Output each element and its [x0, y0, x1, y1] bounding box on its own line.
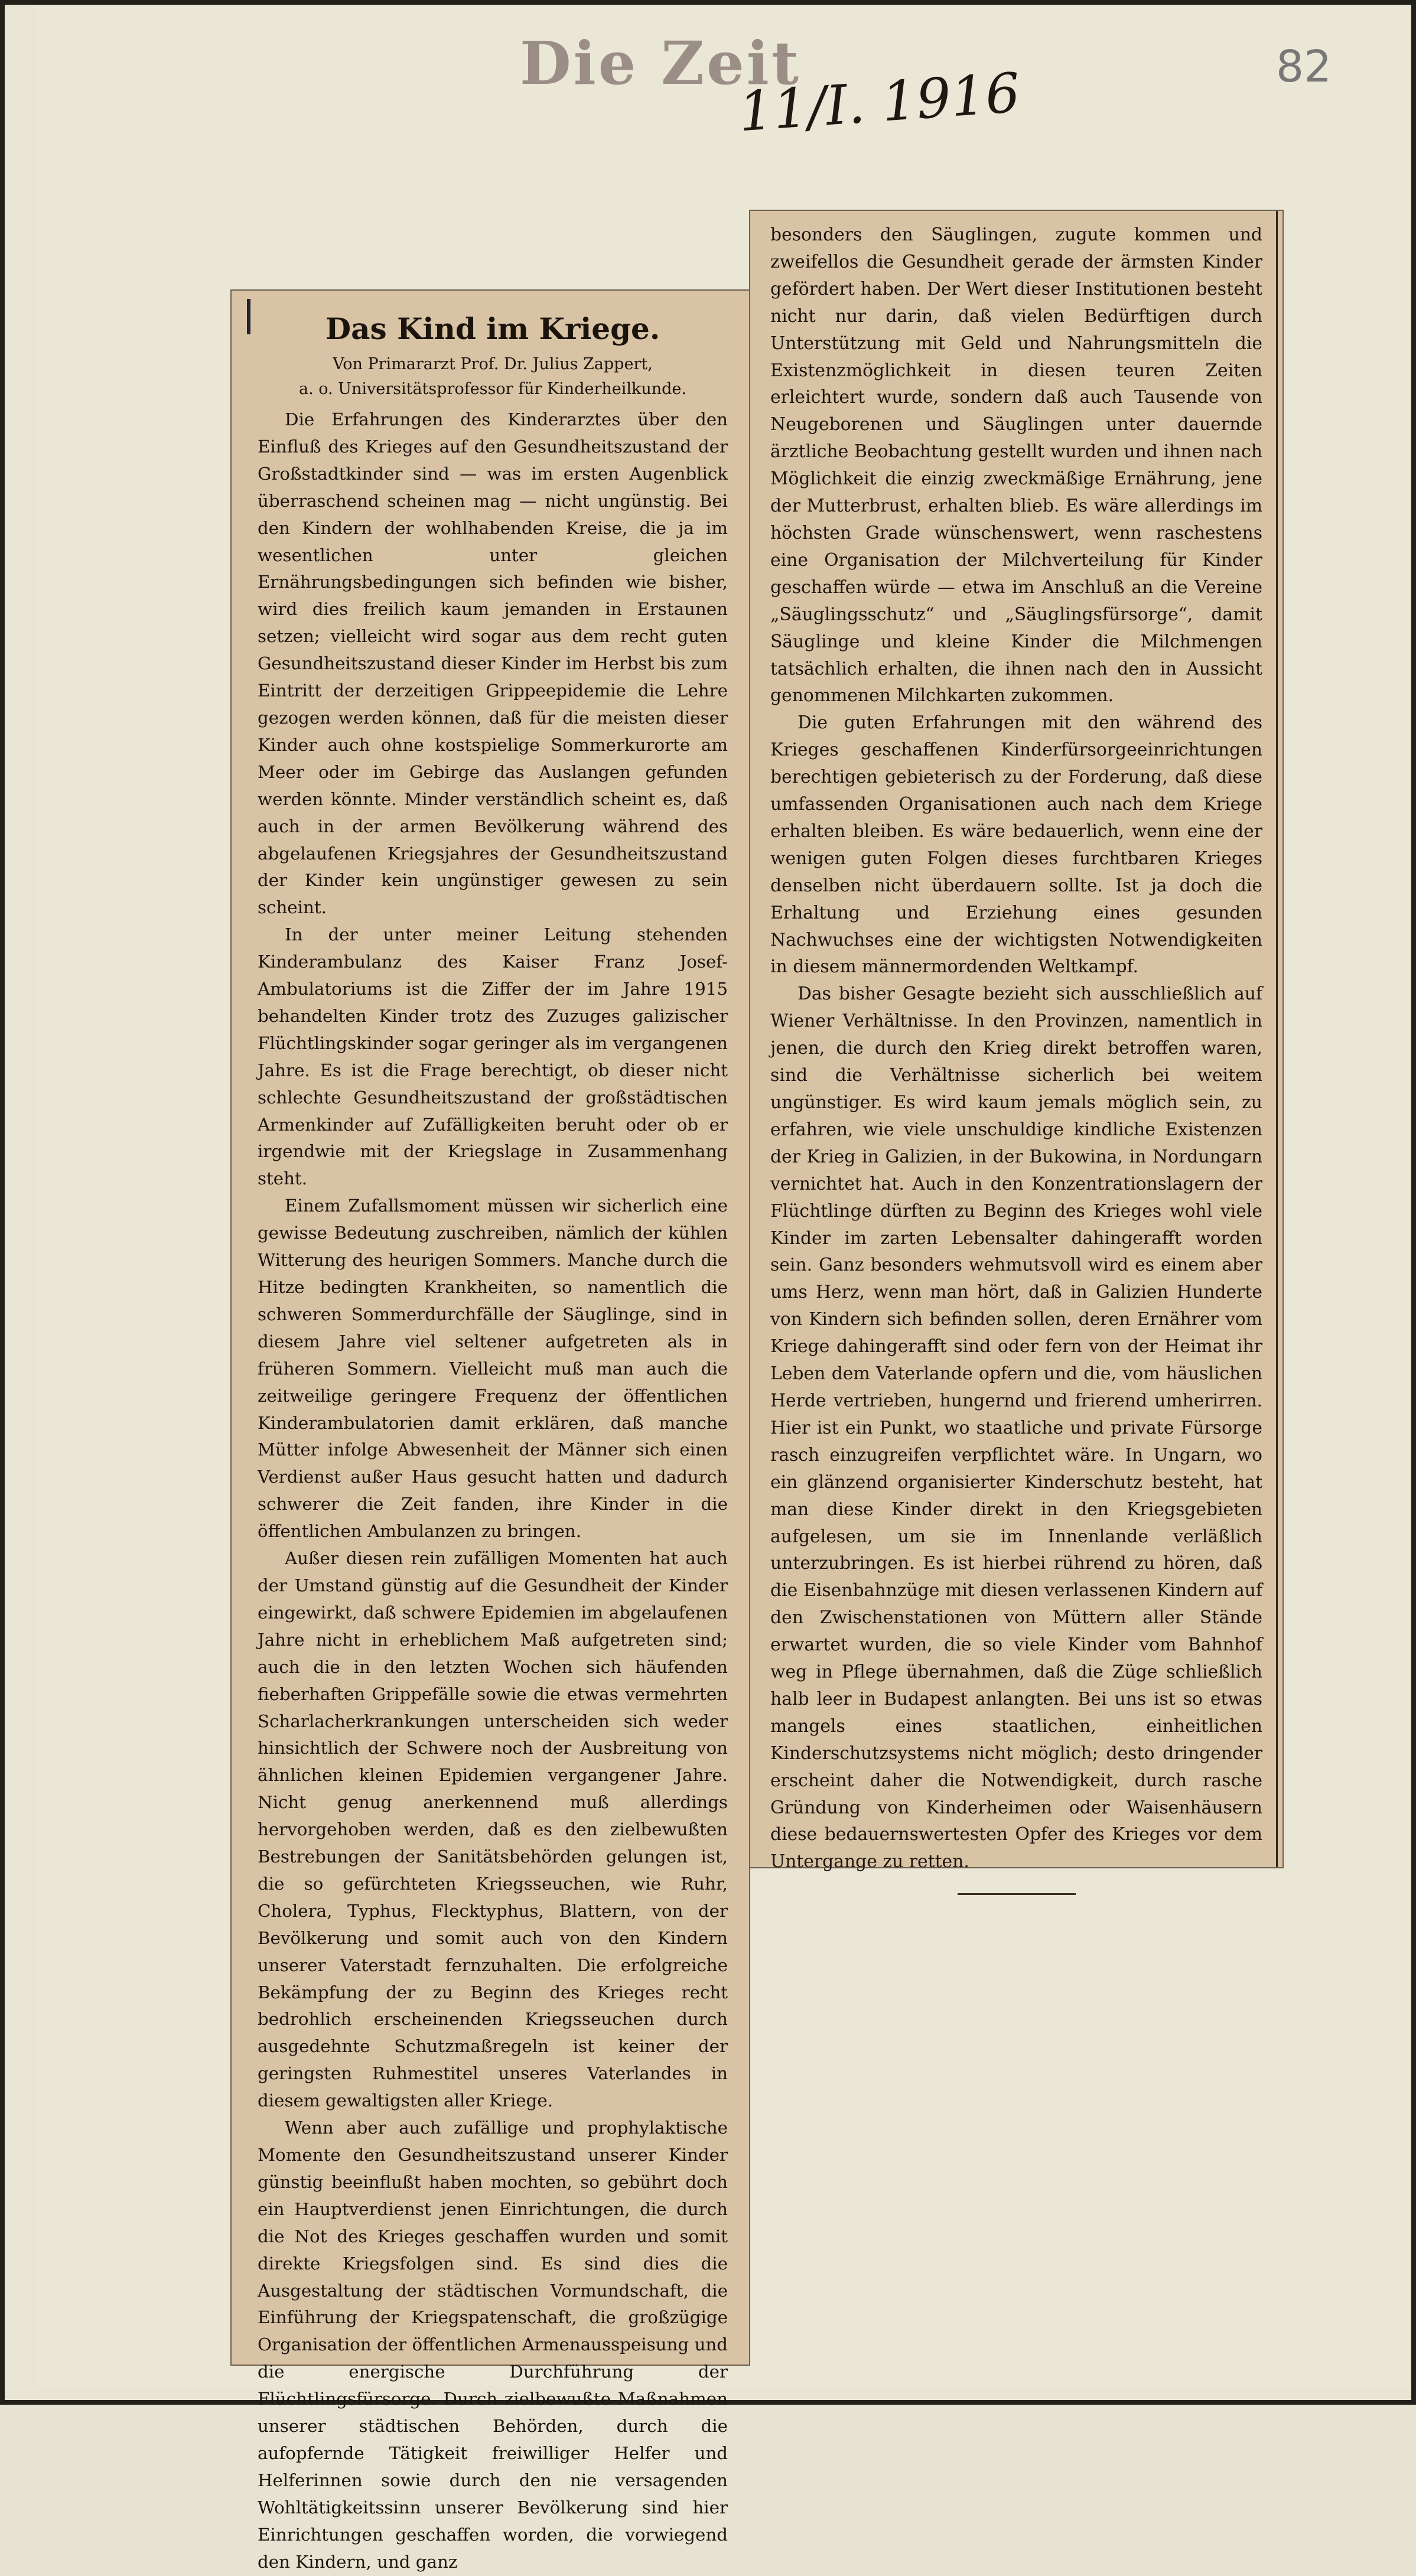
left-column-text — [232, 291, 749, 2572]
paragraph: besonders den Säuglingen, zugute kommen und zweifellos die Gesundheit gerade der ärmsten Kinder gefördert haben. Der Wert dieser Institutionen besteht nicht nur darin, daß vielen Bedürftigen durch Unterstützung mit Geld und Nahrungsmitteln die Existenzmöglichkeit in diesen teuren Zeiten erleichtert wurde, sondern daß auch Tausende von Neugeborenen und Säuglingen unter dauernde ärztliche Beobachtung gestellt wurden und ihnen nach Möglichkeit die einzig zweckmäßige Ernährung, jene der Mutterbrust, erhalten blieb. Es wäre allerdings im höchsten Grade wünschenswert, wenn raschestens eine Organisation der Milchverteilung für Kinder geschaffen würde — etwa im Anschluß an die Vereine „Säuglingsschutz“ und „Säuglingsfürsorge“, damit Säuglinge und kleine Kinder die Milchmengen tatsächlich erhalten, die ihnen nach den in Aussicht genommenen Milchkarten zukommen. — [770, 224, 1262, 706]
paragraph: Wenn aber auch zufällige und prophylaktische Momente den Gesundheitszustand unserer Kinder günstig beeinflußt haben mochten, so gebührt doch ein Hauptverdienst jenen Einrichtungen, die durch die Not des Krieges geschaffen wurden und somit direkte Kriegsfolgen sind. Es sind dies die Ausgestaltung der städtischen Vormundschaft, die Einführung der Kriegspatenschaft, die großzügige Organisation der öffentlichen Armenausspeisung und die energische Durchführung der Flüchtlingsfürsorge. Durch zielbewußte Maßnahmen unserer städtischen Behörden, durch die aufopfernde Tätigkeit freiwilliger Helfer und Helferinnen sowie durch den nie versagenden Wohltätigkeitssinn unserer Bevölkerung sind hier Einrichtungen geschaffen worden, die vorwiegend den Kindern, und ganz — [258, 2118, 728, 2572]
paragraph: In der unter meiner Leitung stehenden Kinderambulanz des Kaiser Franz Josef-Ambulatoriums ist die Ziffer der im Jahre 1915 behandelten Kinder trotz des Zuzuges galizischer Flüchtlingskinder sogar geringer als im vergangenen Jahre. Es ist die Frage berechtigt, ob dieser nicht schlechte Gesundheitszustand der großstädtischen Armenkinder auf Zufälligkeiten beruht oder ob er irgendwie mit der Kriegslage in Zusammenhang steht. — [258, 924, 728, 1189]
newspaper-stamp: Die Zeit — [520, 28, 801, 98]
clipping-left-column — [230, 289, 750, 2572]
end-rule — [958, 1893, 1076, 1895]
page-number: 82 — [1276, 41, 1332, 92]
byline-author: Von Primararzt Prof. Dr. Julius Zappert, — [333, 355, 653, 373]
paragraph: Das bisher Gesagte bezieht sich ausschließlich auf Wiener Verhältnisse. In den Provinzen, namentlich in jenen, die durch den Krieg direkt betroffen waren, sind die Verhältnisse sicherlich bei weitem ungünstiger. Es wird kaum jemals möglich sein, zu erfahren, wie viele unschuldige kindliche Existenzen der Krieg in Galizien, in der Bukowina, in Nordungarn vernichtet hat. Auch in den Konzentrationslagern der Flüchtlinge dürften zu Beginn des Krieges wohl viele Kinder im zarten Lebensalter dahingerafft worden sein. Ganz besonders wehmutsvoll wird es einem aber ums Herz, wenn man hört, daß in Galizien Hunderte von Kindern sich befinden sollen, deren Ernährer vom Kriege dahingerafft sind oder fern von der Heimat ihr Leben dem Vaterlande opfern und die, vom häuslichen Herde vertrieben, hungernd und frierend umherirren. Hier ist ein Punkt, wo staatliche und private Fürsorge rasch einzugreifen verpflichtet wäre. In Ungarn, wo ein glänzend organisierter Kinderschutz besteht, hat man diese Kinder direkt in den Kriegsgebieten aufgelesen, um sie im Innenlande verläßlich unterzubringen. Es ist hierbei rührend zu hören, daß die Eisenbahnzüge mit diesen verlassenen Kindern auf den Zwischenstationen von Müttern aller Stände erwartet wurden, die so viele Kinder vom Bahnhof weg in Pflege übernahmen, daß die Züge schließlich halb leer in Budapest anlangten. Bei uns ist so etwas mangels eines staatlichen, einheitlichen Kinderschutzsystems nicht möglich; desto dringender erscheint daher die Notwendigkeit, durch rasche Gründung von Kinderheimen oder Waisenhäusern diese bedauernswertesten Opfer des Krieges vor dem Untergange zu retten. — [770, 983, 1262, 1872]
paragraph: Einem Zufallsmoment müssen wir sicherlich eine gewisse Bedeutung zuschreiben, nämlich der kühlen Witterung des heurigen Sommers. Manche durch die Hitze bedingten Krankheiten, so namentlich die schweren Sommerdurchfälle der Säuglinge, sind in diesem Jahre viel seltener aufgetreten als in früheren Sommern. Vielleicht muß man auch die zeitweilige geringere Frequenz der öffentlichen Kinderambulatorien damit erklären, daß manche Mütter infolge Abwesenheit der Männer sich einen Verdienst außer Haus gesucht hatten und dadurch schwerer die Zeit fanden, ihre Kinder in die öffentlichen Ambulanzen zu bringen. — [258, 1196, 728, 1542]
article-title: Das Kind im Kriege. — [325, 311, 660, 346]
paragraph: Die guten Erfahrungen mit den während des Krieges geschaffenen Kinderfürsorgeeinrichtungen berechtigen gebieterisch zu der Forderung, daß diese umfassenden Organisationen auch nach dem Kriege erhalten bleiben. Es wäre bedauerlich, wenn eine der wenigen guten Folgen dieses furchtbaren Krieges denselben nicht überdauern sollte. Ist ja doch die Erhaltung und Erziehung eines gesunden Nachwuchses eine der wichtigsten Notwendigkeiten in diesem männermordenden Weltkampf. — [770, 712, 1262, 978]
paragraph: Die Erfahrungen des Kinderarztes über den Einfluß des Krieges auf den Gesundheitszustand der Großstadtkinder sind — was im ersten Augenblick überraschend scheinen mag — nicht ungünstig. Bei den Kindern der wohlhabenden Kreise, die ja im wesentlichen unter gleichen Ernährungsbedingungen sich befinden wie bisher, wird dies freilich kaum jemanden in Erstaunen setzen; vielleicht wird sogar aus dem recht guten Gesundheitszustand dieser Kinder im Herbst bis zum Eintritt der derzeitigen Grippeepidemie die Lehre gezogen werden können, daß für die meisten dieser Kinder auch ohne kostspielige Sommerkurorte am Meer oder im Gebirge das Auslangen gefunden werden könnte. Minder verständlich scheint es, daß auch in der armen Bevölkerung während des abgelaufenen Kriegsjahres der Gesundheitszustand der Kinder kein ungünstiger gewesen zu sein scheint. — [258, 409, 728, 918]
clipping-right-column — [749, 210, 1284, 1872]
right-column-text — [750, 211, 1282, 1872]
paragraph: Außer diesen rein zufälligen Momenten hat auch der Umstand günstig auf die Gesundheit der Kinder eingewirkt, daß schwere Epidemien im abgelaufenen Jahre nicht in erheblichem Maß aufgetreten sind; auch die in den letzten Wochen sich häufenden fieberhaften Grippefälle sowie die etwas vermehrten Scharlacherkrankungen unterscheiden sich weder hinsichtlich der Schwere noch der Ausbreitung von ähnlichen kleinen Epidemien vergangener Jahre. Nicht genug anerkennend muß allerdings hervorgehoben werden, daß es den zielbewußten Bestrebungen der Sanitätsbehörden gelungen ist, die so gefürchteten Kriegsseuchen, wie Ruhr, Cholera, Typhus, Flecktyphus, Blattern, von der Bevölkerung und somit auch von den Kindern unserer Vaterstadt fernzuhalten. Die erfolgreiche Bekämpfung der zu Beginn des Krieges recht bedrohlich erscheinenden Kriegsseuchen durch ausgedehnte Schutzmaßregeln ist keiner der geringsten Ruhmestitel unseres Vaterlandes in diesem gewaltigsten aller Kriege. — [258, 1548, 728, 2111]
byline-affiliation: a. o. Universitätsprofessor für Kinderheilkunde. — [298, 380, 686, 398]
handwritten-date: 11/I. 1916 — [736, 61, 1023, 144]
